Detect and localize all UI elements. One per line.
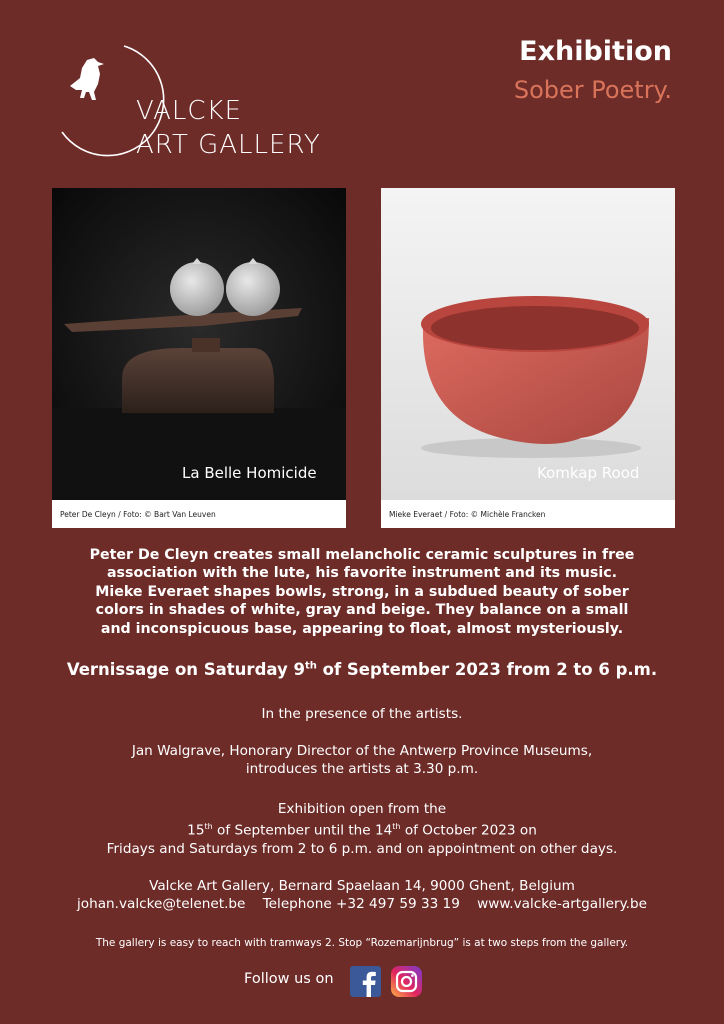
description-line: colors in shades of white, gray and beige. They balance on a small [95, 602, 629, 619]
description-line: Peter De Cleyn creates small melancholic ceramic sculptures in free [89, 547, 635, 563]
artwork-credit: Peter De Cleyn / Foto: © Bart Van Leuven [60, 510, 216, 519]
artwork-photo-la-belle-homicide [52, 188, 346, 500]
opening-hours: Exhibition open from the 15th of September until the 14th of October 2023 on Fridays and Saturdays from 2 to 6 p.m. and on appointment on other days. [106, 801, 618, 857]
exhibition-subtitle: Sober Poetry. [513, 76, 672, 104]
artwork-card-left [52, 188, 346, 528]
follow-us-label: Follow us on [244, 971, 334, 987]
introduction-note: Jan Walgrave, Honorary Director of the Antwerp Province Museums, introduces the artists at 3.30 p.m. [131, 743, 593, 777]
exhibition-heading: Exhibition [519, 36, 672, 67]
artwork-card-right [381, 188, 675, 528]
phone-number: Telephone +32 497 59 33 19 [262, 896, 460, 912]
directions-note: The gallery is easy to reach with tramways 2. Stop “Rozemarijnbrug” is at two steps from the gallery. [95, 937, 629, 949]
presence-note: In the presence of the artists. [261, 706, 463, 722]
facebook-icon[interactable] [350, 966, 381, 997]
contact-info [30, 877, 694, 913]
artwork-title: Komkap Rood [537, 464, 640, 482]
description-line: and inconspicuous base, appearing to float, almost mysteriously. [100, 620, 624, 637]
artwork-credit: Mieke Everaet / Foto: © Michèle Francken [389, 510, 546, 519]
description-line: Mieke Everaet shapes bowls, strong, in a subdued beauty of sober [95, 583, 629, 600]
gallery-address: Valcke Art Gallery, Bernard Spaelaan 14, 9000 Ghent, Belgium [149, 878, 575, 894]
instagram-icon[interactable] [391, 966, 422, 997]
email-link[interactable]: johan.valcke@telenet.be [76, 896, 246, 912]
gallery-name-line1: VALCKE [136, 96, 243, 126]
gallery-name-line2: ART GALLERY [136, 130, 321, 160]
exhibition-description [60, 546, 664, 638]
website-link[interactable]: www.valcke-artgallery.be [477, 896, 647, 912]
artwork-title: La Belle Homicide [182, 464, 317, 482]
gallery-logo [56, 40, 346, 170]
description-line: association with the lute, his favorite instrument and its music. [106, 565, 618, 582]
artwork-photo-komkap-rood [381, 188, 675, 500]
vernissage-announcement: Vernissage on Saturday 9th of September 2023 from 2 to 6 p.m. [66, 660, 658, 679]
